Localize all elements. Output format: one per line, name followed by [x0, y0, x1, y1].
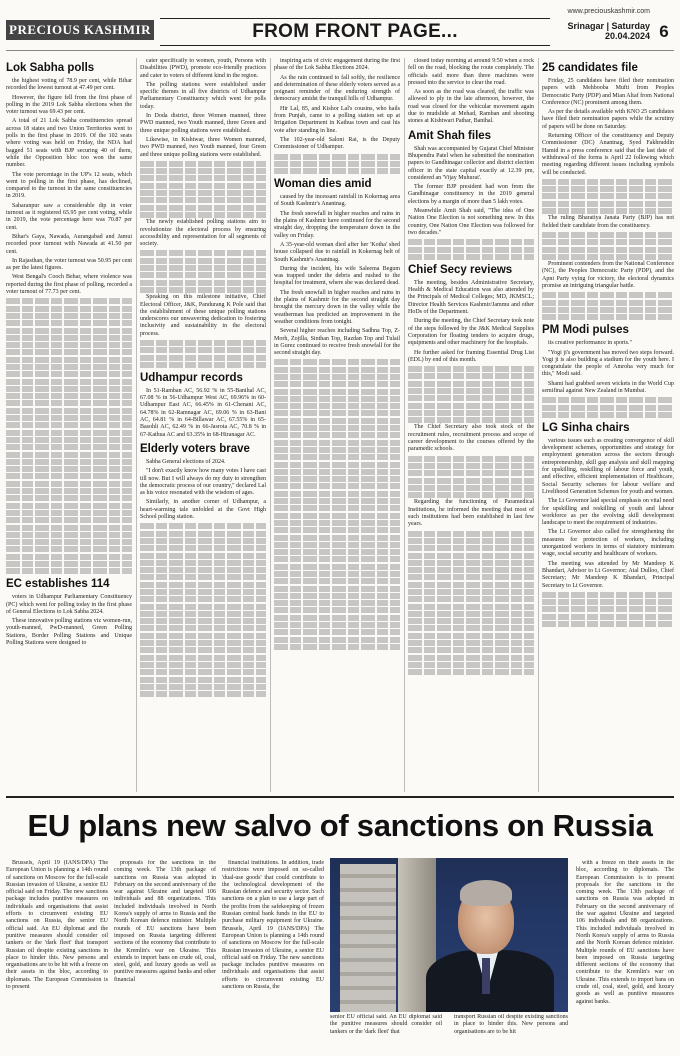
- paper-name: PRECIOUS KASHMIR: [6, 20, 154, 40]
- paragraph: The 102-year-old Saloni Rai, is the Deputy Commissioner of Udhampur.: [274, 136, 400, 151]
- text-line: [6, 561, 132, 567]
- text-line: [408, 417, 534, 423]
- text-line: [140, 250, 266, 256]
- text-line: [6, 400, 132, 406]
- text-line: [6, 328, 132, 334]
- text-line: [6, 335, 132, 341]
- text-line: [6, 386, 132, 392]
- text-line: [408, 618, 534, 624]
- headline-amit-shah-files[interactable]: Amit Shah files: [408, 129, 492, 142]
- story-rule: [6, 796, 674, 798]
- person-hair: [460, 880, 512, 906]
- paragraph: During the incident, his wife Saleema Begum was trapped under the debris and rushed to the hospital for treatment, where she was declared dead.: [274, 265, 400, 287]
- text-line: [542, 247, 674, 253]
- text-line: [6, 481, 132, 487]
- text-line: [274, 396, 400, 402]
- text-line: [6, 342, 132, 348]
- text-line: [542, 239, 674, 245]
- text-line: [542, 300, 674, 306]
- headline-eu-sanctions[interactable]: EU plans new salvo of sanctions on Russia: [27, 808, 653, 843]
- text-line: [6, 415, 132, 421]
- text-line: [6, 306, 132, 312]
- text-line: [408, 574, 534, 580]
- text-line: [408, 553, 534, 559]
- text-line: [274, 527, 400, 533]
- text-line: [6, 393, 132, 399]
- paragraph: As soon as the road was cleared, the traffic was allowed to ply in the late afternoon, however, the road was closed for the vehicular movement again due to mudslide at Mehad, Ramban and shooting stones at Kishtwari Pathar, Banihal.: [408, 89, 534, 125]
- text-line: [140, 560, 266, 566]
- text-line: [140, 589, 266, 595]
- text-line: [6, 503, 132, 509]
- text-line: [6, 364, 132, 370]
- story-column: [6, 860, 108, 1050]
- text-line: [274, 483, 400, 489]
- masthead: [6, 8, 674, 48]
- text-line: [408, 647, 534, 653]
- column-5: [542, 58, 674, 792]
- column-4: [408, 58, 534, 792]
- text-line: [408, 239, 534, 245]
- text-line: [6, 357, 132, 363]
- text-line: [274, 381, 400, 387]
- text-line: [6, 546, 132, 552]
- text-line: [542, 292, 674, 298]
- text-line: [542, 179, 674, 185]
- text-line: [140, 582, 266, 588]
- text-line: [6, 495, 132, 501]
- paragraph: The meeting, besides Administrative Secretary, Health & Medical Education was also attended by the Principals of Medical Colleges; MD, JKMSCL; Director Health Services Kashmir/Jammu and other HoDs of the Department.: [408, 279, 534, 316]
- text-line: [140, 347, 266, 353]
- text-line: [140, 340, 266, 346]
- text-line: [274, 593, 400, 599]
- text-line: [6, 568, 132, 574]
- paragraph: caused by the incessant rainfall in Kokernag area of South Kashmir's Anantnag.: [274, 194, 400, 208]
- text-line: [274, 462, 400, 468]
- text-line: [408, 589, 534, 595]
- paragraph: Returning Officer of the constituency and Deputy Commissioner (DC) Anantnag, Syed Fakhruddin Hamid in a press conference said that the last date of withdrawal of the forms is April 22 following which meeting regarding different issues including symbols will be conducted.: [542, 133, 674, 176]
- text-line: [408, 410, 534, 416]
- column-3: [274, 58, 400, 792]
- text-line: [274, 418, 400, 424]
- column-divider: [270, 58, 271, 792]
- text-line: [408, 463, 534, 469]
- text-line: [408, 485, 534, 491]
- city-day: Srinagar | Saturday: [567, 21, 650, 31]
- headline-25-candidates[interactable]: 25 candidates file: [542, 62, 638, 74]
- paragraph: proposals for the sanctions in the coming week. The 13th package of sanctions on Russia was adopted in February on the second anniversary of the war against Ukraine and targeted 106 individuals and 88 organizations. This included individuals involved in North Korea's supply of arms to Russia and the North Korean defence minister. Multiple rounds of EU sanctions have been imposed on Russia targeting different sections of the economy that contribute to the Kremlin's war on Ukraine. This extends to import bans on crude oil, coal, steel, gold, and luxury goods as well as punitive measures against banks and other financial: [114, 860, 216, 983]
- text-line: [140, 611, 266, 617]
- text-line: [6, 525, 132, 531]
- text-line: [408, 395, 534, 401]
- headline-woman-dies[interactable]: Woman dies amid: [274, 178, 372, 191]
- text-line: [408, 456, 534, 462]
- paragraph: He further asked for framing Essential Drug List (EDL) by end of this month.: [408, 349, 534, 363]
- text-line: [542, 193, 674, 199]
- text-line: [6, 488, 132, 494]
- text-line: [274, 410, 400, 416]
- text-line: [542, 201, 674, 207]
- text-line: [274, 615, 400, 621]
- text-line: [140, 633, 266, 639]
- text-line: [274, 161, 400, 167]
- text-line: [6, 408, 132, 414]
- paragraph: cater specifically to women, youth, Persons with Disabilities (PWD), promote eco-friendly practices and cater to voters of different kind in the region.: [140, 58, 266, 79]
- text-line: [408, 604, 534, 610]
- text-line: [408, 662, 534, 668]
- text-line: [6, 466, 132, 472]
- text-line: [140, 553, 266, 559]
- paragraph: its creative performance in sports.": [548, 340, 632, 347]
- paragraph: Shah was accompanied by Gujarat Chief Minister Bhupendra Patel when he submitted the nomination papers to Gandhinagar collector and district election officer in the state capital exactly at 12.39 pm, considered an 'Vijay Muhurat'.: [408, 145, 534, 181]
- website-link[interactable]: www.preciouskashmir.com: [567, 8, 650, 15]
- text-line: [6, 517, 132, 523]
- paragraph: Shami had grabbed seven wickets in the World Cup semifinal against New Zealand in Mumbai.: [542, 380, 674, 394]
- text-line: [274, 440, 400, 446]
- column-divider: [538, 58, 539, 792]
- text-line: [274, 505, 400, 511]
- text-line: [274, 168, 400, 174]
- text-line: [274, 629, 400, 635]
- text-line: [542, 186, 674, 192]
- text-line: [140, 265, 266, 271]
- text-line: [274, 607, 400, 613]
- text-line: [274, 491, 400, 497]
- text-line: [140, 640, 266, 646]
- text-line: [140, 362, 266, 368]
- text-line: [140, 655, 266, 661]
- text-line: [408, 625, 534, 631]
- text-line: [6, 459, 132, 465]
- masthead-rule: [6, 50, 674, 51]
- paragraph: various issues such as creating convergence of skill development schemes, opportunities and strategy for employment generation across the sectors through entrepreneurship, skill gap analysis and skill mapping for upskilling, reskilling of labour force and youth, and effective, efficient implementation of Healthcare, Social Security schemes for labour welfare and Livelihood Generation Schemes for youth and women.: [542, 437, 674, 495]
- story-text-under-photo: [330, 1014, 568, 1054]
- text-line: [6, 532, 132, 538]
- paragraph: voters in Udhampur Parliamentary Constituency (PC) which went for polling today in the first phase of General Elections to Lok Sabha 2024.: [6, 594, 132, 615]
- text-line: [140, 604, 266, 610]
- text-line: [140, 168, 266, 174]
- text-line: [6, 539, 132, 545]
- text-line: [274, 469, 400, 475]
- text-line: [140, 625, 266, 631]
- text-line: [6, 349, 132, 355]
- paragraph: As the rain continued to fall softly, the resilience and determination of these elderly voters served as a poignant reminder of the enduring strength of democracy amidst the tranquil hills of Udhampur.: [274, 74, 400, 103]
- paragraph: The fresh snowfall in higher reaches and rains in the plains of Kashmir have continued for the second straight day, dropping the temperature down in the valley on Friday.: [274, 210, 400, 239]
- text-line: [542, 621, 674, 627]
- text-line: [274, 535, 400, 541]
- text-line: [274, 600, 400, 606]
- text-line: [542, 606, 674, 612]
- column-divider: [404, 58, 405, 792]
- text-line: [408, 655, 534, 661]
- paragraph: The ruling Bharatiya Janata Party (BJP) has not fielded their candidate from the constituency.: [542, 215, 674, 229]
- headline-lg-sinha-chairs[interactable]: LG Sinha chairs: [542, 421, 630, 434]
- text-line: [140, 190, 266, 196]
- text-line: [542, 314, 674, 320]
- paragraph: financial institutions. In addition, trade restrictions were imposed on so-called 'dual-use goods' that could contribute to the technological development of the Russian defence and security sector. Such sanctions on a plan to use a large part of the profits from the safekeeping of frozen Russian central bank funds in the EU to purchase military equipment for Ukraine. Brussels, April 19 (IANS/DPA) The European Union is planning a 14th round of sanctions on Moscow for the full-scale Russian invasion of Ukraine, a senior EU official said on Friday. The new sanctions package includes punitive measures on individuals and organisations that assist efforts to circumvent existing EU sanctions on Russia, the: [222, 860, 324, 991]
- text-line: [6, 371, 132, 377]
- paragraph: The meeting was attended by Mr Mandeep K Bhandari, Advisor to Lt Governor; Atal Dulloo, Chief Secretary; Mr Mandeep K Bhandari, Principal Secretary to Lt Governor.: [542, 560, 674, 589]
- text-line: [408, 545, 534, 551]
- text-line: [140, 161, 266, 167]
- text-line: [542, 412, 674, 418]
- paragraph: The Lt Governor laid special emphasis on vital need for upskilling and reskilling of youth and labour workforce as per the evolving skill development landscape to meet the requirement of industries.: [542, 498, 674, 527]
- paragraph: These innovative polling stations viz women-run, youth-manned, PwD-manned, Green Polling Stations, Border Polling Stations and Unique Polling Stations were designed to: [6, 618, 132, 647]
- text-line: [274, 549, 400, 555]
- text-line: [542, 232, 674, 238]
- paragraph: As per the details available with KNO 25 candidates have filed their nomination papers while the scrutiny of papers will be done on Saturday.: [542, 109, 674, 130]
- text-line: [274, 403, 400, 409]
- text-line: [140, 677, 266, 683]
- paragraph: senior EU official said. An EU diplomat said the punitive measures should consider oil tankers or the 'dark fleet' that: [330, 1014, 442, 1035]
- text-line: [274, 556, 400, 562]
- headline-udhampur-records[interactable]: Udhampur records: [140, 371, 243, 384]
- paragraph: Speaking on this milestone initiative, Chief Electoral Officer, J&K, Pandurang K Pole said that the establishment of these unique polling stations underscores our unwavering dedication to fostering inclusivity and sustainability in the electoral process.: [140, 294, 266, 337]
- paragraph: The vote percentage in the UP's 12 seats, which went to polling in the first phase, has declined, compared to the turnout in the same constituencies in 2019.: [6, 171, 132, 200]
- paragraph: In Rajasthan, the voter turnout was 50.95 per cent as per the latest figures.: [6, 257, 132, 272]
- paragraph: Hir Lal, 85, and Kishor Lal's cousins, who hails from Punjab, came to a polling station set up at Irrigation Department in Kathua town and cast his vote after standing in line.: [274, 105, 400, 134]
- headline-pm-modi-pulses[interactable]: PM Modi pulses: [542, 324, 629, 337]
- text-line: [408, 478, 534, 484]
- paragraph: "I don't exactly know how many votes I have cast till now. But I will always do my duty to strengthen the democratic process of our country," declared Lal as his voice resonated with the wisdom of ages.: [140, 468, 266, 497]
- paragraph: inspiring acts of civic engagement during the first phase of the Lok Sabha Elections 2024.: [274, 58, 400, 72]
- text-line: [274, 520, 400, 526]
- paragraph: Similarly, in another corner of Udhampur, a heart-warming tale unfolded at the Govt High School polling station.: [140, 499, 266, 521]
- flag-icon: [340, 864, 396, 1012]
- paragraph: Likewise, in Kishtwar, three Women manned, two PWD manned, two Youth manned, four Green and three unique polling stations were established.: [140, 136, 266, 158]
- text-line: [274, 578, 400, 584]
- text-line: [140, 691, 266, 697]
- paragraph: Friday, 25 candidates have filed their nomination papers with Mehbooba Mufti from Peoples Democratic Party (PDP) and Mian Altaf from National Conference (NC) prominent among them.: [542, 78, 674, 106]
- story-column: [454, 1014, 568, 1038]
- text-line: [274, 513, 400, 519]
- paragraph: Prominent contenders from the National Conference (NC), the Peoples Democratic Party (PDP), and the Apni Party vying for victory, the electoral dynamics promise an intriguing triangular battle.: [542, 261, 674, 290]
- text-line: [140, 669, 266, 675]
- paragraph: Saharanpur saw a considerable dip in voter turnout as it registered 65.95 per cent voting, while in 2019, the vote percentage here was 70.87 per cent.: [6, 202, 132, 231]
- text-line: [408, 596, 534, 602]
- text-line: [140, 567, 266, 573]
- paragraph: West Bengal's Cooch Behar, where violence was reported during the first phase of polling, recorded a voter turnout of 77.73 per cent.: [6, 274, 132, 296]
- text-line: [274, 154, 400, 160]
- story-column: [330, 1014, 442, 1038]
- text-line: [542, 208, 674, 214]
- story-column: [222, 860, 324, 1050]
- paragraph: The Chief Secretary also took stock of the recruitment rules, recruitment process and scope of career development to the courses offered by the paramedic schools.: [408, 424, 534, 453]
- paragraph: with a freeze on their assets in the bloc, according to diplomats. The European Commission is to present proposals for the sanctions in the coming week. The 13th package of sanctions on Russia was adopted in February on the second anniversary of the war against Ukraine and targeted 106 individuals and 88 organizations. This included individuals involved in North Korea's supply of arms to Russia and the North Korean defence minister. Multiple rounds of EU sanctions have been imposed on Russia targeting different sections of the economy that contribute to the Kremlin's war on Ukraine. This extends to import bans on crude oil, coal, steel, gold, and luxury goods as well as punitive measures against banks.: [576, 860, 674, 1005]
- paragraph: A 35-year-old woman died after her 'Kotha' shed house collapsed due to rainfall in Kokernag belt of South Kashmir's Anantnag.: [274, 241, 400, 263]
- column-divider: [136, 58, 137, 792]
- text-line: [6, 422, 132, 428]
- headline-chief-secy-reviews[interactable]: Chief Secy reviews: [408, 263, 513, 276]
- text-line: [140, 287, 266, 293]
- headline-ec-establishes[interactable]: EC establishes 114: [6, 578, 110, 591]
- text-line: [274, 622, 400, 628]
- text-line: [6, 510, 132, 516]
- text-line: [140, 205, 266, 211]
- text-line: [274, 571, 400, 577]
- text-line: [140, 175, 266, 181]
- issue-date: 20.04.2024: [604, 31, 650, 41]
- text-line: [140, 272, 266, 278]
- text-line: [408, 669, 534, 675]
- text-line: [140, 212, 266, 218]
- text-line: [408, 373, 534, 379]
- text-line: [6, 430, 132, 436]
- text-line: [6, 452, 132, 458]
- text-line: [408, 247, 534, 253]
- text-line: [140, 684, 266, 690]
- text-line: [6, 437, 132, 443]
- text-line: [408, 381, 534, 387]
- text-line: [140, 596, 266, 602]
- paragraph: In 51-Ramban AC, 56.92 % in 55-Banihal AC, 67.08 % in 56-Udhampur West AC, 69.96% in 60-Udhampur East AC, 66.45% in 61-Chenani AC, 64.78% in 62-Ramnagar AC, 69.06 % in 63-Bani AC, 64.81 % in 64-Billawar AC, 67.55% in 65-Basohli AC, 62.49 % in 66-Jasrota AC, 70.8 % in 67-Kathua AC and 63.35% in 68-Hiranagar AC.: [140, 387, 266, 438]
- text-line: [408, 403, 534, 409]
- text-line: [542, 599, 674, 605]
- paragraph: Several higher reaches including Sadhna Top, Z-Morh, Zojilla, Sinthan Top, Razdan Top and Tulail in Gurez continued to receive fresh snowfall for the second straight day.: [274, 328, 400, 357]
- person-tie: [482, 958, 490, 994]
- column-1: [6, 58, 132, 792]
- page-number: 6: [659, 22, 669, 41]
- text-line: [408, 582, 534, 588]
- paragraph: During the meeting, the Chief Secretary took note of the steps followed by the J&K Medical Supplies Corporation for floating tenders to acquire drugs, equipments and other machinery for the hospitals.: [408, 318, 534, 347]
- text-line: [6, 313, 132, 319]
- text-line: [408, 470, 534, 476]
- text-line: [140, 538, 266, 544]
- text-line: [6, 320, 132, 326]
- text-line: [274, 644, 400, 650]
- text-line: [274, 564, 400, 570]
- text-line: [274, 476, 400, 482]
- paragraph: The newly established polling stations aim to revolutionize the electoral process by ensuring accessibility and representation for all segments of society.: [140, 219, 266, 248]
- paragraph: Regarding the functioning of Paramedical Institutions, he informed the meeting that most of such institutions had been established in last few years.: [408, 499, 534, 528]
- text-line: [274, 432, 400, 438]
- paragraph: "Yogi ji's government has moved two steps forward. Yogi ji is also building a stadium for the youth here. I congratulate the people of Amroha very much for this," Modi said.: [542, 349, 674, 378]
- text-line: [274, 389, 400, 395]
- text-line: [140, 574, 266, 580]
- paragraph: transport Russian oil despite existing sanctions in place to hinder this. New persons and organisations are to be hit: [454, 1014, 568, 1035]
- text-line: [140, 647, 266, 653]
- section-title: FROM FRONT PAGE...: [252, 21, 458, 42]
- text-line: [274, 447, 400, 453]
- section-banner: [160, 18, 550, 46]
- story-photo: [330, 858, 568, 1012]
- text-line: [274, 425, 400, 431]
- text-line: [140, 545, 266, 551]
- text-line: [408, 531, 534, 537]
- text-line: [542, 405, 674, 411]
- text-line: [274, 367, 400, 373]
- text-line: [408, 611, 534, 617]
- text-line: [6, 298, 132, 304]
- paragraph: The polling stations were established under specific themes in all five districts of Udhampur Parliamentary Constituency which went for polls today.: [140, 81, 266, 110]
- paragraph: The Lt Governor also called for strengthening the measures for protection of workers, including unorganized workers in terms of statutory minimum wage, social security and healthcare of workers.: [542, 529, 674, 558]
- paragraph: Meanwhile Amit Shah said, "The idea of One Nation One Election is not something new. In this country, One Nation One Election was followed for two decades.": [408, 208, 534, 236]
- paragraph: the highest voting of 78.9 per cent, while Bihar recorded the lowest turnout at 47.49 per cent.: [6, 78, 132, 92]
- paragraph: Sabha General elections of 2024.: [146, 458, 226, 465]
- text-line: [274, 637, 400, 643]
- text-line: [408, 366, 534, 372]
- headline-lok-sabha-polls[interactable]: Lok Sabha polls: [6, 62, 95, 74]
- paragraph: Bihar's Gaya, Nawada, Aurangabad and Jamui recorded poor turnout with Nawada at 41.50 per cent.: [6, 233, 132, 255]
- text-line: [408, 538, 534, 544]
- text-line: [274, 542, 400, 548]
- paragraph: A total of 21 Lok Sabha constituencies spread across 18 states and two Union Territories went to polls in the first phase in 2019. Of the 102 seats where voting was held on Friday, the NDA had bagged 51 seats with BJP securing 40 of them, while the Opposition bloc too won the same number.: [6, 118, 132, 169]
- text-line: [542, 307, 674, 313]
- text-line: [6, 444, 132, 450]
- text-line: [408, 567, 534, 573]
- text-line: [6, 473, 132, 479]
- text-line: [542, 397, 674, 403]
- text-line: [408, 254, 534, 260]
- masthead-info: [530, 8, 650, 41]
- text-line: [274, 359, 400, 365]
- text-line: [274, 374, 400, 380]
- column-2: [140, 58, 266, 792]
- text-line: [542, 614, 674, 620]
- text-line: [408, 388, 534, 394]
- text-line: [140, 618, 266, 624]
- paragraph: The former BJP president had won from the Gandhinagar constituency in the 2019 general elections by a margin of more than 5 lakh votes.: [408, 184, 534, 205]
- text-line: [274, 498, 400, 504]
- paragraph: However, the figure fell from the first phase of polling in the 2019 Lok Sabha elections when the voter turnout was 69.43 per cent.: [6, 94, 132, 116]
- text-line: [140, 258, 266, 264]
- text-line: [140, 662, 266, 668]
- text-line: [140, 523, 266, 529]
- paragraph: In Doda district, three Women manned, three PWD manned, two Youth manned, three Green and three unique polling stations were established.: [140, 113, 266, 134]
- text-line: [140, 531, 266, 537]
- text-line: [140, 183, 266, 189]
- text-line: [6, 554, 132, 560]
- text-line: [408, 560, 534, 566]
- story-column: [576, 860, 674, 1050]
- story-column: [114, 860, 216, 1050]
- text-line: [274, 586, 400, 592]
- text-line: [140, 197, 266, 203]
- text-line: [408, 633, 534, 639]
- headline-elderly-voters[interactable]: Elderly voters brave: [140, 442, 250, 455]
- paragraph: closed today morning at around 9:50 when a rock fell on the road, blocking the route completely. The officials said more than three machines were pressed into the service to clear the road.: [408, 58, 534, 86]
- text-line: [140, 280, 266, 286]
- text-line: [408, 492, 534, 498]
- paragraph: The fresh snowfall in higher reaches and rains in the plains of Kashmir for the second straight day brought the mercury down in the valley while the weatherman has predicted an improvement in the weather conditions from tonight.: [274, 289, 400, 325]
- text-line: [408, 640, 534, 646]
- text-line: [274, 454, 400, 460]
- text-line: [6, 379, 132, 385]
- text-line: [140, 355, 266, 361]
- text-line: [542, 592, 674, 598]
- text-line: [542, 254, 674, 260]
- paragraph: Brussels, April 19 (IANS/DPA) The European Union is planning a 14th round of sanctions on Moscow for the full-scale Russian invasion of Ukraine, a senior EU official said on Friday. The new sanctions package includes punitive measures on individuals and organisations that assist efforts to circumvent existing EU sanctions on Russia, the senior EU official said. An EU diplomat and the punitive measures should consider oil tankers or the 'dark fleet' that transport Russian oil despite existing sanctions in place to hinder this. New persons and organisations are to be hit with a freeze on their assets in the bloc, according to diplomats. The European Commission is to present: [6, 860, 108, 991]
